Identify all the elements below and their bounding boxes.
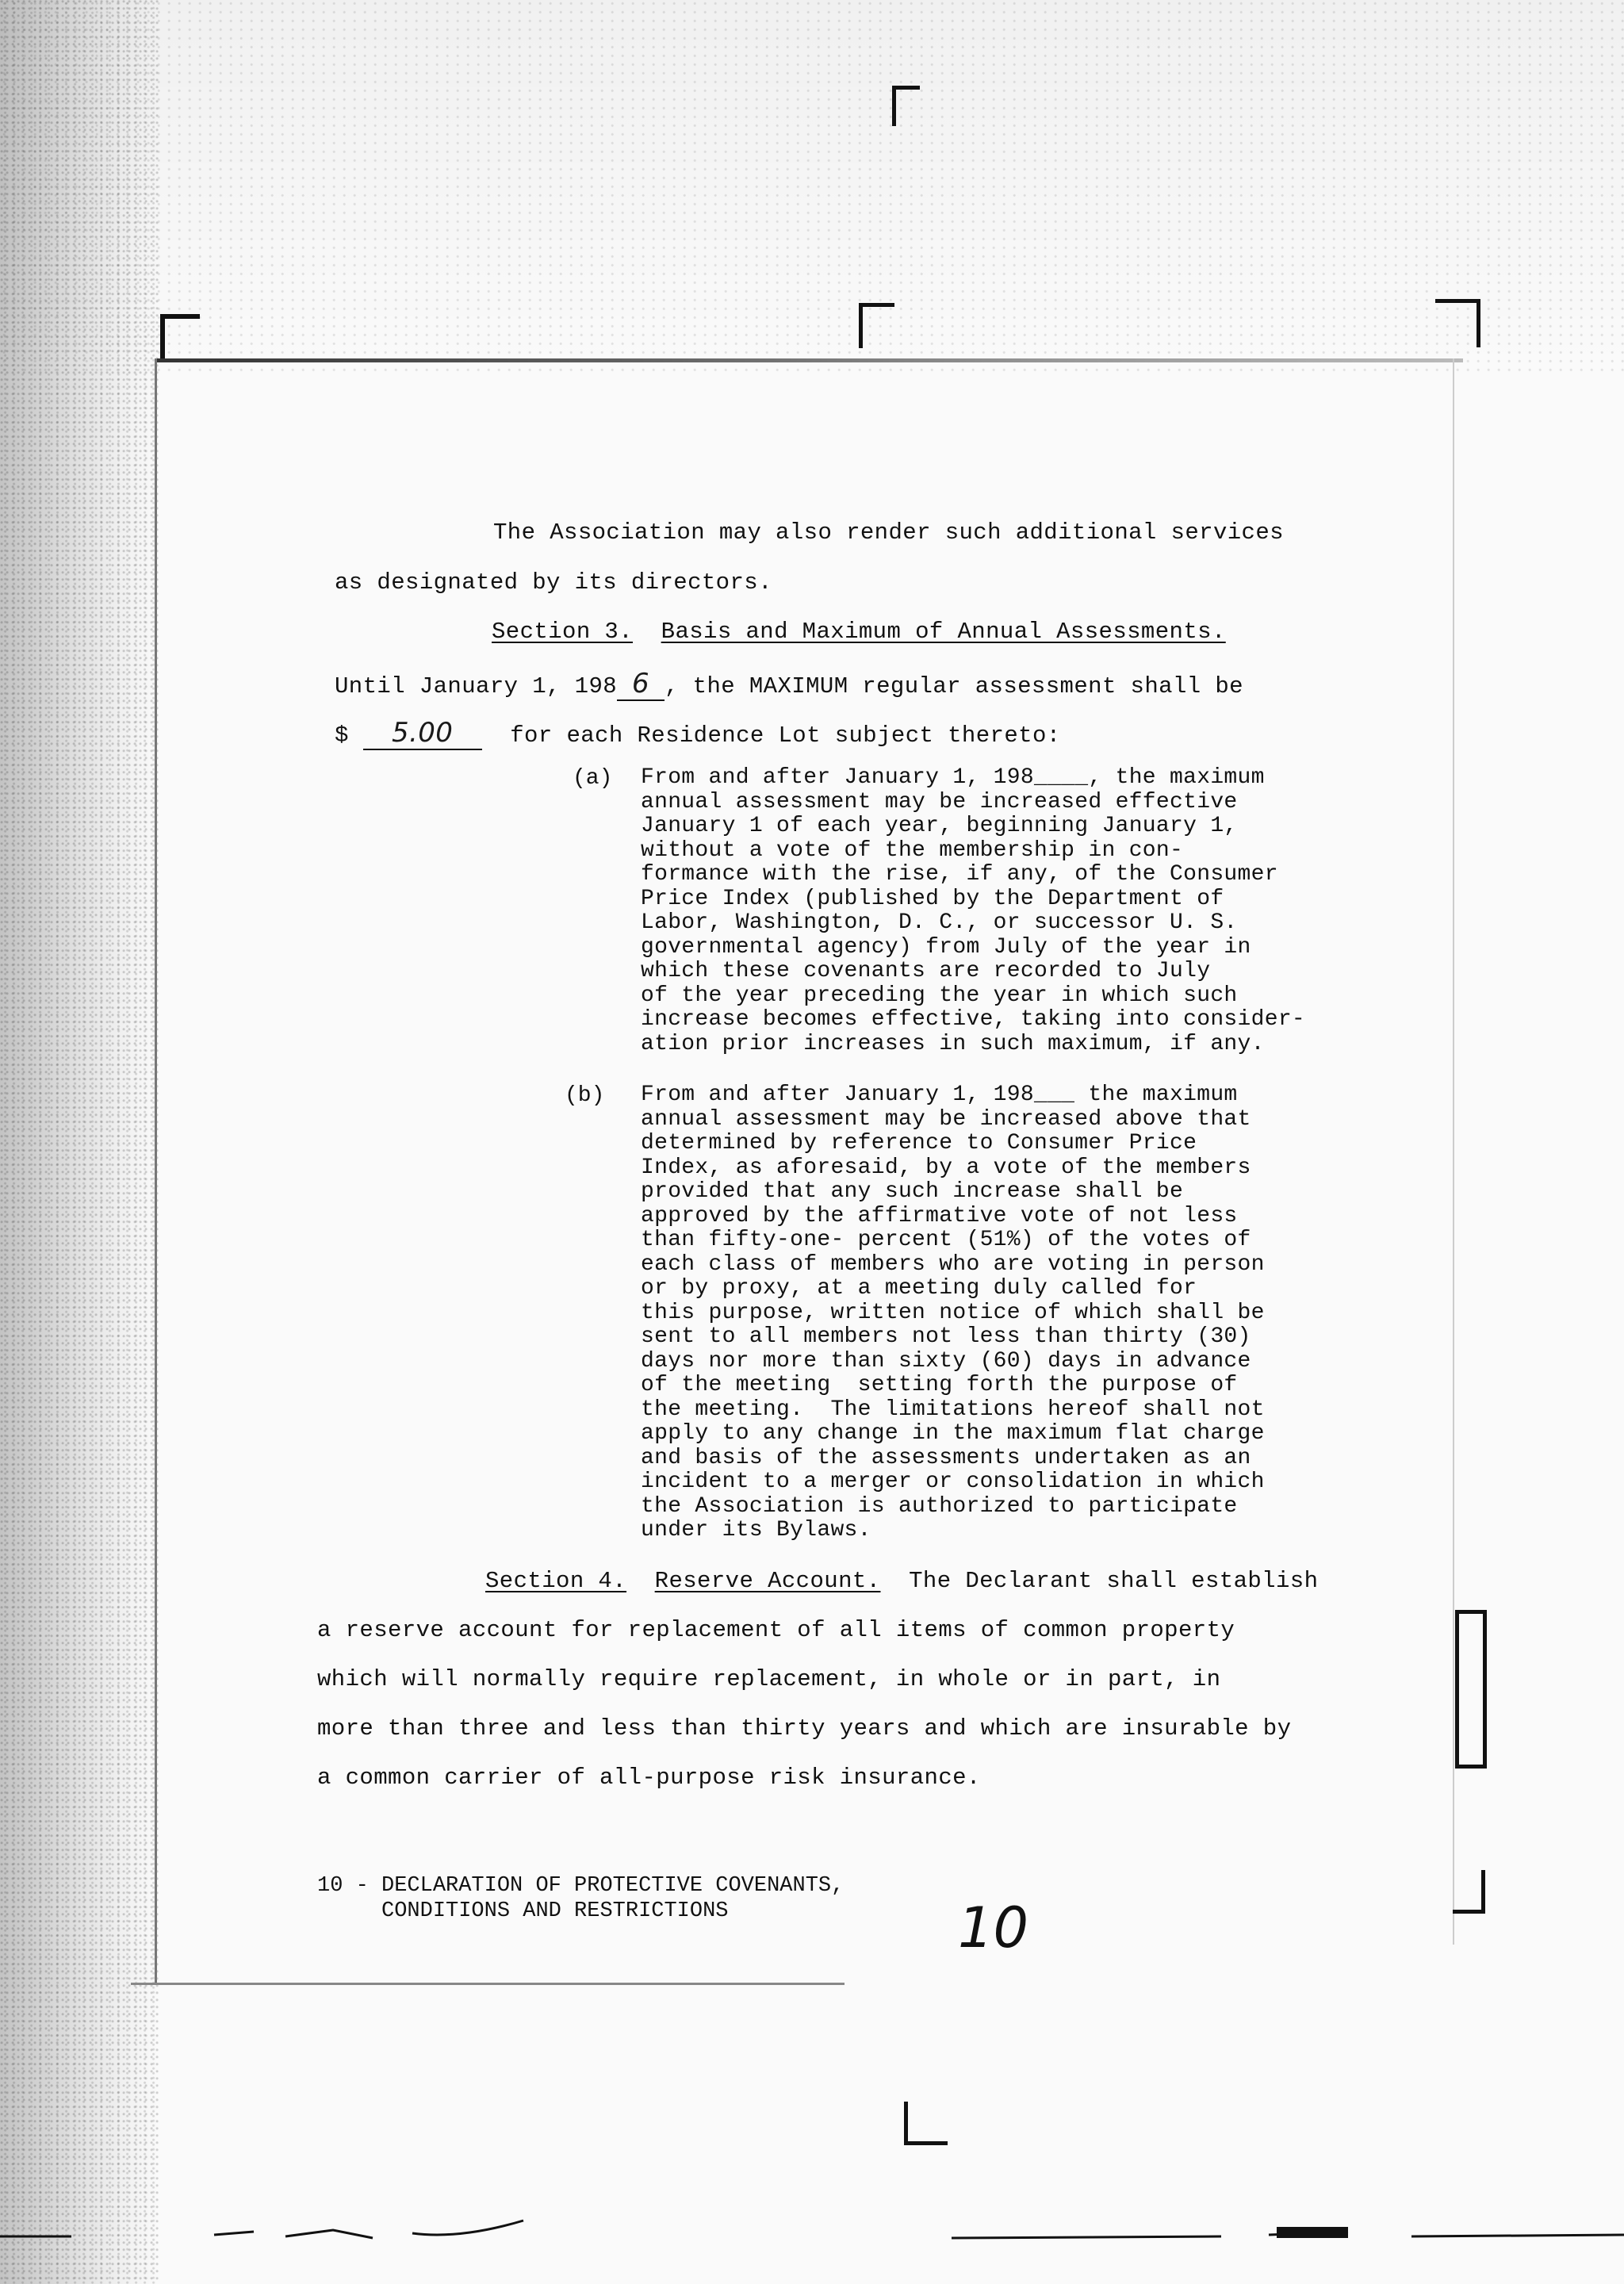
intro-line-2: as designated by its directors. [335, 569, 772, 596]
dollar-sign: $ [335, 722, 349, 749]
bottom-scan-marks [0, 2213, 1624, 2244]
section-4-title: Reserve Account. [654, 1568, 881, 1594]
page-frame-right [1453, 358, 1454, 1945]
section-4-line-1: The Declarant shall establish [909, 1568, 1319, 1594]
page-frame-top [155, 358, 1463, 362]
section-4-line-5: a common carrier of all-purpose risk insurance. [317, 1765, 981, 1791]
crop-mark [1455, 1610, 1487, 1769]
amount-suffix: for each Residence Lot subject thereto: [510, 722, 1061, 749]
handwritten-amount: 5.00 [363, 717, 482, 750]
until-prefix: Until January 1, 198 [335, 673, 618, 699]
handwritten-page-number: 10 [958, 1895, 1029, 1960]
section-4-heading [485, 1568, 1318, 1594]
section-4-line-3: which will normally require replacement, in whole or in part, in [317, 1666, 1221, 1692]
section-4-number: Section 4. [485, 1568, 627, 1594]
crop-mark [160, 314, 200, 358]
section-3-amount-line [335, 717, 1061, 750]
item-a-text: From and after January 1, 198____, the maximum annual assessment may be increased effective January 1 of each year, beginning January 1, without a vote of the membership in con- formance with the rise, if any, of the Consumer Price Index (published by the Department of Labor, Washington, D. C., or successor U. S. governmental agency) from July of the year in which these covenants are recorded to July of the year preceding the year in which such increase becomes effective, taking into consider- ation prior increases in such maximum, if any. [641, 765, 1306, 1056]
crop-mark [1435, 299, 1480, 347]
scan-noise-top [0, 0, 1624, 373]
crop-mark [1453, 1870, 1485, 1914]
crop-mark [859, 303, 894, 348]
section-3-heading [492, 619, 1226, 645]
page-frame-left [155, 358, 157, 1984]
section-3-until-line [335, 668, 1243, 701]
intro-line-1: The Association may also render such additional services [493, 519, 1284, 546]
handwritten-year: 6 [617, 668, 665, 701]
until-suffix: , the MAXIMUM regular assessment shall be [665, 673, 1243, 699]
section-3-number: Section 3. [492, 619, 634, 645]
item-b-text: From and after January 1, 198___ the maximum annual assessment may be increased above that determined by reference to Consumer Price Index, as aforesaid, by a vote of the members provided that any such increase shall be approved by the affirmative vote of not less than fifty-one- percent (51%) of the votes of each class of members who are voting in person or by proxy, at a meeting duly called for this purpose, written notice of which shall be sent to all members not less than thirty (30) days nor more than sixty (60) days in advance of the meeting setting forth the purpose of the meeting. The limitations hereof shall not apply to any change in the maximum flat charge and basis of the assessments undertaken as an incident to a merger or consolidation in which the Association is authorized to participate under its Bylaws. [641, 1083, 1265, 1542]
section-3-title: Basis and Maximum of Annual Assessments. [661, 619, 1226, 645]
item-b-label: (b) [565, 1083, 605, 1108]
footer-title: 10 - DECLARATION OF PROTECTIVE COVENANTS, CONDITIONS AND RESTRICTIONS [317, 1874, 845, 1923]
scan-noise-left [0, 0, 159, 2284]
section-4-line-2: a reserve account for replacement of all items of common property [317, 1617, 1235, 1643]
crop-mark [892, 86, 920, 126]
crop-mark [904, 2102, 948, 2145]
page-frame-bottom [131, 1983, 845, 1985]
section-4-line-4: more than three and less than thirty years and which are insurable by [317, 1715, 1292, 1742]
item-a-label: (a) [573, 766, 613, 791]
